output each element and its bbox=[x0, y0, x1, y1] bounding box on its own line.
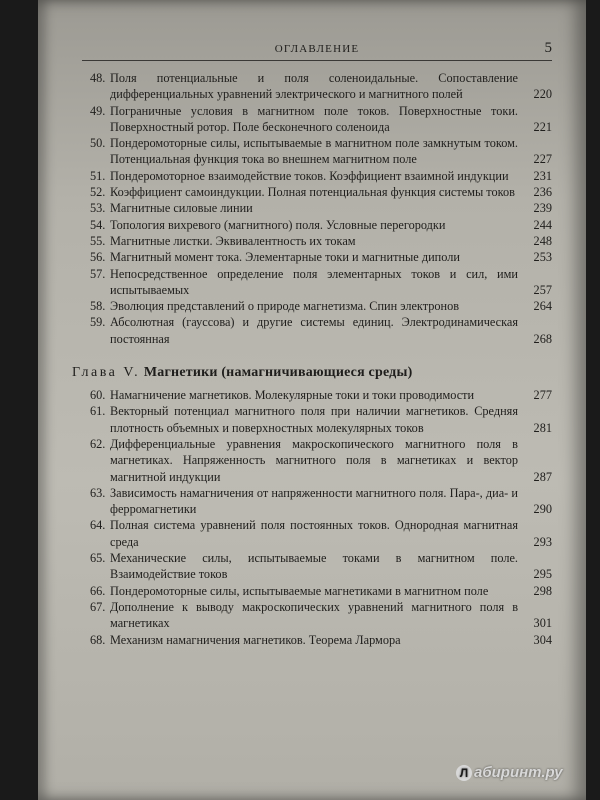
chapter-heading bbox=[72, 365, 552, 381]
toc-entry-page: 227 bbox=[533, 152, 552, 167]
toc-entry bbox=[90, 599, 552, 632]
toc-entry-title: Полная система уравнений поля постоянных токов. Однородная магнитная среда bbox=[110, 518, 518, 549]
toc-entry bbox=[90, 233, 552, 249]
toc-entry-page: 253 bbox=[533, 250, 552, 265]
toc-entry-title: Непосредственное определение поля элементарных токов и сил, ими испытываемых bbox=[110, 266, 518, 297]
watermark-logo: Л bbox=[456, 765, 472, 781]
chapter-prefix: Глава V. bbox=[72, 365, 141, 381]
toc-entry-page: 268 bbox=[533, 331, 552, 346]
toc-entry-number: 49. bbox=[90, 103, 106, 118]
toc-entry-title: Механизм намагничения магнетиков. Теорема Лармора bbox=[110, 632, 401, 647]
toc-entry-page: 301 bbox=[533, 616, 552, 631]
running-head-title: ОГЛАВЛЕНИЕ bbox=[274, 43, 360, 55]
toc-entry-title: Коэффициент самоиндукции. Полная потенциальная функция системы токов bbox=[110, 185, 515, 200]
toc-entry bbox=[90, 266, 552, 299]
toc-entry-title: Пондеромоторное взаимодействие токов. Коэффициент взаимной индукции bbox=[110, 168, 509, 183]
toc-entry-number: 60. bbox=[90, 388, 106, 403]
toc-entry bbox=[90, 70, 552, 103]
toc-entry bbox=[90, 632, 552, 648]
toc-entry-number: 63. bbox=[90, 485, 106, 500]
toc-entry-title: Дополнение к выводу макроскопических уравнений магнитного поля в магнетиках bbox=[110, 599, 518, 631]
toc-entry-page: 295 bbox=[533, 567, 552, 582]
toc-entry bbox=[90, 200, 552, 216]
toc-entry bbox=[90, 550, 552, 583]
toc-entry-page: 304 bbox=[533, 632, 552, 647]
toc-entry-page: 220 bbox=[533, 87, 552, 102]
toc-entry-page: 248 bbox=[533, 233, 552, 248]
toc-entry-page: 281 bbox=[533, 420, 552, 435]
toc-entry-page: 257 bbox=[533, 282, 552, 297]
toc-entry-number: 57. bbox=[90, 266, 106, 281]
toc-entry bbox=[90, 403, 552, 436]
chapter-title: Магнетики (намагничивающиеся среды) bbox=[143, 365, 413, 381]
toc-entry bbox=[90, 184, 552, 200]
toc-entry bbox=[90, 436, 552, 485]
toc-entry-page: 277 bbox=[533, 388, 552, 403]
toc-entry-number: 53. bbox=[90, 201, 106, 216]
toc-entry-number: 55. bbox=[90, 233, 106, 248]
toc-entry-page: 231 bbox=[533, 168, 552, 183]
toc-entry-page: 236 bbox=[533, 185, 552, 200]
toc-entry-number: 52. bbox=[90, 185, 106, 200]
toc-entry-number: 56. bbox=[90, 250, 106, 265]
toc-entry bbox=[90, 217, 552, 233]
table-of-contents bbox=[72, 70, 552, 648]
toc-entry-page: 244 bbox=[533, 217, 552, 232]
toc-entry-title: Зависимость намагничения от напряженности магнитного поля. Пара-, диа- и ферромагнетики bbox=[110, 485, 518, 517]
toc-entry bbox=[90, 485, 552, 518]
toc-entry-page: 239 bbox=[533, 201, 552, 216]
toc-entry bbox=[90, 583, 552, 599]
toc-entry-number: 62. bbox=[90, 436, 106, 451]
toc-entry-page: 293 bbox=[533, 534, 552, 549]
toc-entry-number: 48. bbox=[90, 71, 106, 85]
toc-entry-page: 221 bbox=[533, 119, 552, 134]
toc-entry-title: Магнитные силовые линии bbox=[110, 201, 253, 216]
site-watermark bbox=[456, 764, 563, 781]
toc-entry-page: 298 bbox=[533, 583, 552, 598]
book-page bbox=[38, 0, 586, 800]
toc-entry bbox=[90, 168, 552, 184]
toc-entry-page: 264 bbox=[533, 299, 552, 314]
toc-entry-title: Пондеромоторные силы, испытываемые в магнитном поле замкнутым током. Потенциальная функция тока во внешнем магнитном поле bbox=[110, 136, 518, 167]
toc-entry-page: 287 bbox=[533, 469, 552, 484]
toc-entry-number: 59. bbox=[90, 315, 106, 330]
toc-entry-title: Пондеромоторные силы, испытываемые магнетиками в магнитном поле bbox=[110, 583, 489, 598]
toc-entry-number: 61. bbox=[90, 404, 106, 419]
toc-entry-title: Магнитный момент тока. Элементарные токи и магнитные диполи bbox=[110, 250, 460, 265]
toc-entry-number: 67. bbox=[90, 599, 106, 614]
watermark-text: абиринт.ру bbox=[474, 764, 563, 781]
toc-entry-title: Эволюция представлений о природе магнетизма. Спин электронов bbox=[110, 299, 460, 314]
toc-entry-number: 51. bbox=[90, 168, 106, 183]
toc-entry-number: 58. bbox=[90, 299, 106, 314]
toc-entry-title: Намагничение магнетиков. Молекулярные токи и токи проводимости bbox=[110, 388, 475, 403]
page-number: 5 bbox=[544, 40, 552, 56]
toc-section-a bbox=[90, 70, 552, 347]
toc-entry bbox=[90, 135, 552, 168]
running-head bbox=[82, 40, 552, 61]
toc-entry-number: 50. bbox=[90, 136, 106, 151]
toc-entry-number: 64. bbox=[90, 518, 106, 533]
toc-entry-page: 290 bbox=[533, 502, 552, 517]
toc-entry-number: 65. bbox=[90, 551, 106, 566]
toc-entry-title: Пограничные условия в магнитном поле токов. Поверхностные токи. Поверхностный ротор. Поле бесконечного соленоида bbox=[110, 103, 518, 134]
toc-entry-title: Поля потенциальные и поля соленоидальные. Сопоставление дифференциальных уравнений электрического и магнитного полей bbox=[110, 71, 518, 102]
toc-entry-title: Магнитные листки. Эквивалентность их токам bbox=[110, 233, 356, 248]
toc-entry bbox=[90, 517, 552, 550]
toc-entry-number: 54. bbox=[90, 217, 106, 232]
toc-entry-title: Абсолютная (гауссова) и другие системы единиц. Электродинамическая постоянная bbox=[110, 315, 518, 346]
toc-entry bbox=[90, 298, 552, 314]
toc-entry bbox=[90, 103, 552, 136]
toc-entry-title: Топология вихревого (магнитного) поля. Условные перегородки bbox=[110, 217, 446, 232]
toc-entry-number: 66. bbox=[90, 583, 106, 598]
toc-section-b bbox=[90, 387, 552, 648]
toc-entry-number: 68. bbox=[90, 632, 106, 647]
toc-entry-title: Векторный потенциал магнитного поля при наличии магнетиков. Средняя плотность объемных и поверхностных молекулярных токов bbox=[110, 404, 518, 435]
toc-entry bbox=[90, 249, 552, 265]
toc-entry-title: Механические силы, испытываемые токами в магнитном поле. Взаимодействие токов bbox=[110, 551, 518, 582]
toc-entry bbox=[90, 387, 552, 403]
toc-entry-title: Дифференциальные уравнения макроскопического магнитного поля в магнетиках. Напряженность магнитного поля в магнетиках и вектор магнитной индукции bbox=[110, 436, 518, 484]
toc-entry bbox=[90, 314, 552, 347]
